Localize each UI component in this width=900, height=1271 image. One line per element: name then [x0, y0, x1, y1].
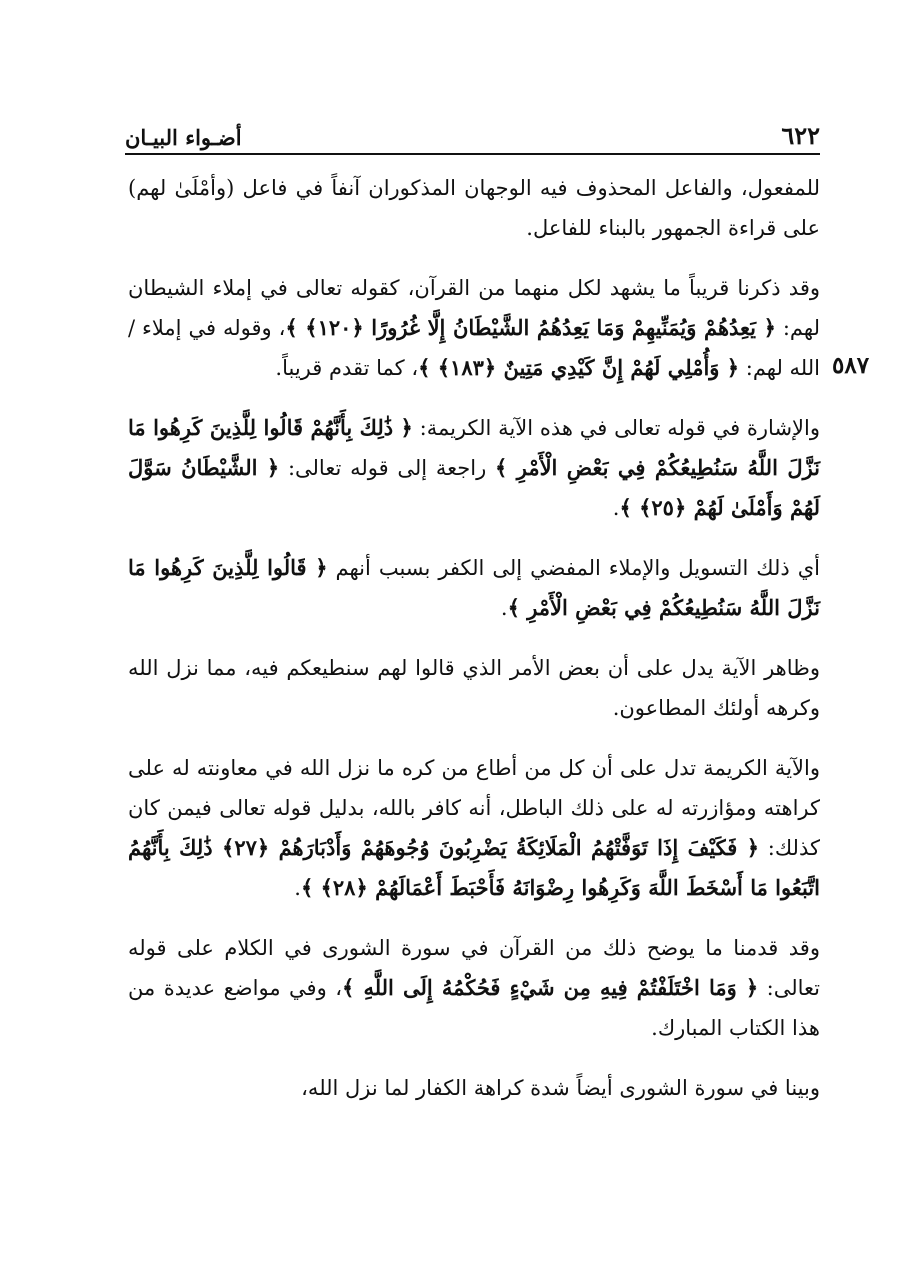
paragraph-text: وظاهر الآية يدل على أن بعض الأمر الذي قالوا لهم سنطيعكم فيه، مما نزل الله وكرهه أولئك المطاعون.: [128, 656, 820, 720]
page-header: [125, 110, 820, 150]
quran-verse: ﴿ ذَٰلِكَ بِأَنَّهُمْ قَالُوا لِلَّذِينَ كَرِهُوا مَا نَزَّلَ اللَّهُ سَنُطِيعُكُمْ فِي بَعْضِ الْأَمْرِ ﴾: [128, 415, 821, 480]
margin-page-reference: ٥٨٧: [832, 352, 870, 379]
book-title: أضـواء البيـان: [125, 125, 242, 150]
paragraph-text: راجعة إلى قوله تعالى:: [279, 456, 496, 480]
paragraph: [128, 648, 820, 728]
paragraph-text: للمفعول، والفاعل المحذوف فيه الوجهان المذكوران آنفاً في فاعل (وأمْلَىٰ لهم) على قراءة الجمهور بالبناء للفاعل.: [128, 176, 820, 240]
paragraph-text: أي ذلك التسويل والإملاء المفضي إلى الكفر بسبب أنهم: [327, 556, 820, 580]
paragraph-text: والإشارة في قوله تعالى في هذه الآية الكريمة:: [412, 416, 820, 440]
header-rule: [125, 153, 820, 155]
paragraph-text: .: [294, 876, 301, 900]
paragraph-text: وقد ذكرنا قريباً ما يشهد لكل منهما من القرآن، كقوله تعالى في إملاء الشيطان لهم:: [128, 276, 820, 340]
paragraph: [128, 168, 820, 248]
quran-verse: ﴿ يَعِدُهُمْ وَيُمَنِّيهِمْ وَمَا يَعِدُهُمُ الشَّيْطَانُ إِلَّا غُرُورًا ﴿١٢٠﴾ ﴾: [285, 315, 776, 340]
quran-verse: ﴿ وَأُمْلِي لَهُمْ إِنَّ كَيْدِي مَتِينٌ ﴿١٨٣﴾ ﴾: [418, 355, 740, 380]
paragraph: [128, 408, 820, 528]
paragraph: [128, 928, 820, 1048]
page-number: ٦٢٢: [781, 121, 820, 150]
paragraph-text: .: [612, 496, 620, 520]
body-text: [128, 168, 820, 1128]
quran-verse: ﴿ فَكَيْفَ إِذَا تَوَفَّتْهُمُ الْمَلَائِكَةُ يَضْرِبُونَ وُجُوهَهُمْ وَأَدْبَارَهُمْ ﴿٢٧﴾ ذَٰلِكَ بِأَنَّهُمُ اتَّبَعُوا مَا أَسْخَطَ اللَّهَ وَكَرِهُوا رِضْوَانَهُ فَأَحْبَطَ أَعْمَالَهُمْ ﴿٢٨﴾ ﴾: [128, 835, 820, 900]
paragraph-text: والآية الكريمة تدل على أن كل من أطاع من كره ما نزل الله في معاونته له على كراهته ومؤازرته له على ذلك الباطل، أنه كافر بالله، بدليل قوله تعالى فيمن كان كذلك:: [128, 756, 820, 860]
paragraph-text: .: [500, 596, 508, 620]
paragraph-text: وبينا في سورة الشورى أيضاً شدة كراهة الكفار لما نزل الله،: [301, 1076, 820, 1100]
paragraph: [128, 268, 820, 388]
quran-verse: ﴿ وَمَا اخْتَلَفْتُمْ فِيهِ مِن شَيْءٍ فَحُكْمُهُ إِلَى اللَّهِ ﴾: [342, 975, 759, 1000]
paragraph-text: ، وفي مواضع عديدة من هذا الكتاب المبارك.: [128, 976, 820, 1040]
quran-verse: ﴿ الشَّيْطَانُ سَوَّلَ لَهُمْ وَأَمْلَىٰ لَهُمْ ﴿٢٥﴾ ﴾: [128, 455, 820, 520]
paragraph-text: وقد قدمنا ما يوضح ذلك من القرآن في سورة الشورى في الكلام على قوله تعالى:: [128, 936, 821, 1000]
paragraph: [128, 1068, 820, 1108]
paragraph: [128, 748, 820, 908]
paragraph: [128, 548, 820, 628]
quran-verse: ﴿ قَالُوا لِلَّذِينَ كَرِهُوا مَا نَزَّلَ اللَّهُ سَنُطِيعُكُمْ فِي بَعْضِ الْأَمْرِ ﴾: [128, 555, 820, 620]
paragraph-text: ، وقوله في إملاء / الله لهم:: [128, 316, 820, 380]
paragraph-text: ، كما تقدم قريباً.: [275, 356, 419, 380]
